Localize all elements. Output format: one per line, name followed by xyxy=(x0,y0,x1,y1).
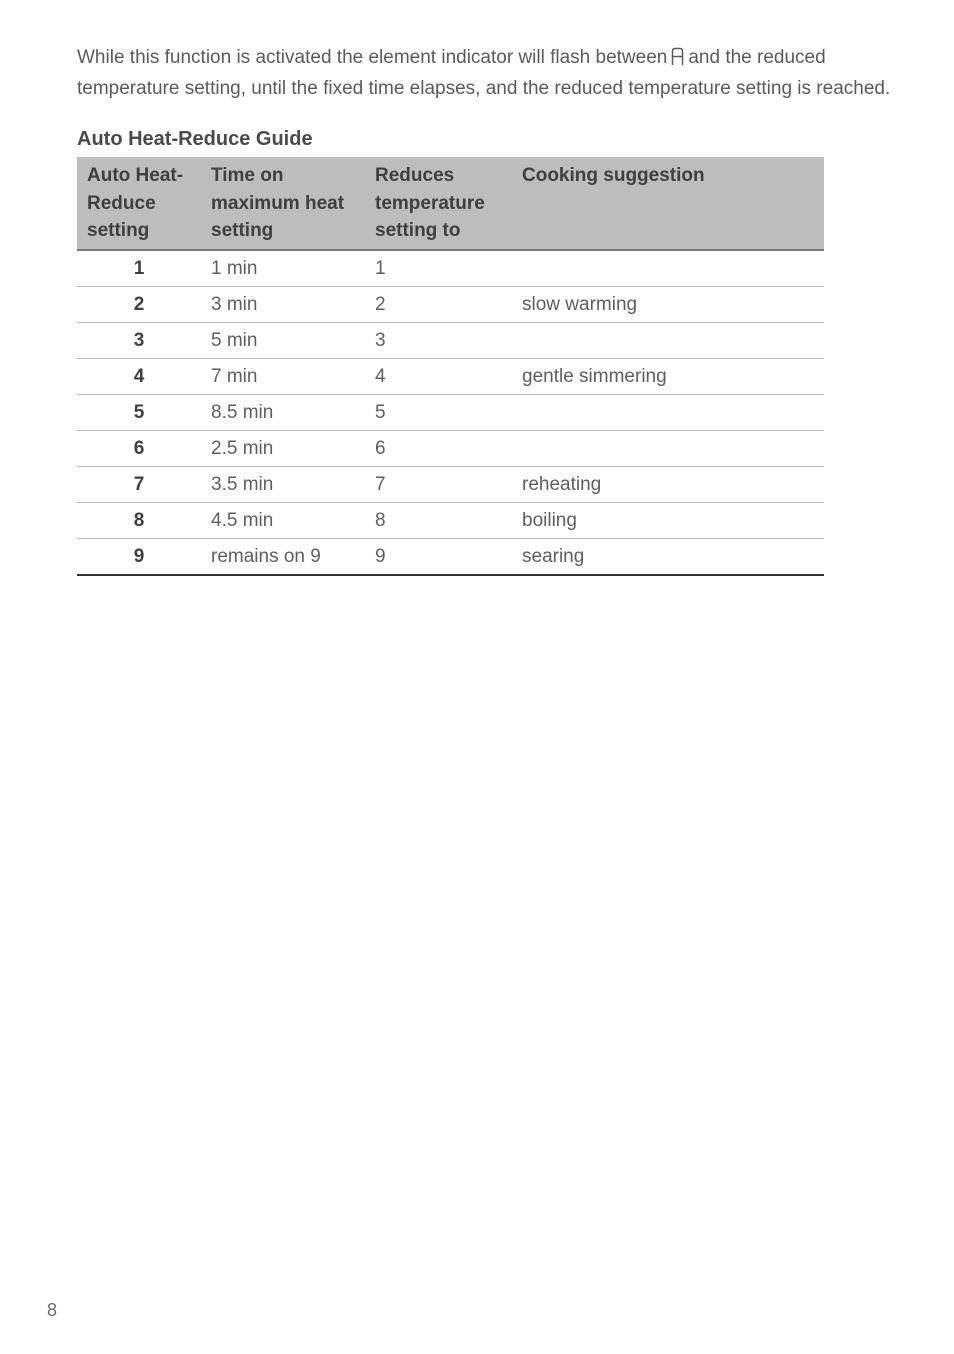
cell-time: 7 min xyxy=(201,358,365,394)
cell-suggestion xyxy=(512,322,824,358)
table-row xyxy=(77,358,824,394)
table-row xyxy=(77,250,824,287)
cell-reduces-to: 9 xyxy=(365,538,512,575)
cell-reduces-to: 8 xyxy=(365,502,512,538)
cell-setting: 5 xyxy=(77,394,201,430)
cell-time: 3.5 min xyxy=(201,466,365,502)
cell-time: 2.5 min xyxy=(201,430,365,466)
cell-time: 3 min xyxy=(201,286,365,322)
table-row xyxy=(77,286,824,322)
cell-setting: 6 xyxy=(77,430,201,466)
cell-suggestion xyxy=(512,394,824,430)
table-row xyxy=(77,502,824,538)
header-reduces-to: Reduces temperature setting to xyxy=(365,157,512,250)
cell-time: 4.5 min xyxy=(201,502,365,538)
cell-suggestion xyxy=(512,250,824,287)
cell-reduces-to: 3 xyxy=(365,322,512,358)
cell-setting: 8 xyxy=(77,502,201,538)
cell-time: remains on 9 xyxy=(201,538,365,575)
cell-setting: 4 xyxy=(77,358,201,394)
cell-setting: 7 xyxy=(77,466,201,502)
cell-reduces-to: 2 xyxy=(365,286,512,322)
cell-suggestion: slow warming xyxy=(512,286,824,322)
intro-text-after: and the reduced temperature setting, until the fixed time elapses, and the reduced temperature setting is reached. xyxy=(77,47,891,99)
cell-time: 1 min xyxy=(201,250,365,287)
header-time: Time on maximum heat setting xyxy=(201,157,365,250)
cell-setting: 9 xyxy=(77,538,201,575)
table-row xyxy=(77,466,824,502)
cell-setting: 2 xyxy=(77,286,201,322)
cell-suggestion xyxy=(512,430,824,466)
intro-paragraph xyxy=(77,44,917,103)
table-header-row xyxy=(77,157,824,250)
auto-heat-reduce-table xyxy=(77,157,824,576)
header-setting: Auto Heat-Reduce setting xyxy=(77,157,201,250)
cell-time: 5 min xyxy=(201,322,365,358)
table-row xyxy=(77,430,824,466)
segment-display-a-icon xyxy=(671,47,684,75)
table-row xyxy=(77,538,824,575)
table-row xyxy=(77,322,824,358)
cell-setting: 1 xyxy=(77,250,201,287)
cell-reduces-to: 1 xyxy=(365,250,512,287)
cell-reduces-to: 4 xyxy=(365,358,512,394)
cell-reduces-to: 7 xyxy=(365,466,512,502)
cell-time: 8.5 min xyxy=(201,394,365,430)
cell-suggestion: reheating xyxy=(512,466,824,502)
cell-suggestion: boiling xyxy=(512,502,824,538)
table-row xyxy=(77,394,824,430)
guide-title: Auto Heat-Reduce Guide xyxy=(77,128,313,150)
intro-text-before: While this function is activated the element indicator will flash between xyxy=(77,47,668,68)
cell-suggestion: gentle simmering xyxy=(512,358,824,394)
cell-reduces-to: 5 xyxy=(365,394,512,430)
cell-reduces-to: 6 xyxy=(365,430,512,466)
cell-suggestion: searing xyxy=(512,538,824,575)
page-number: 8 xyxy=(47,1300,58,1320)
header-cooking-suggestion: Cooking suggestion xyxy=(512,157,824,250)
cell-setting: 3 xyxy=(77,322,201,358)
